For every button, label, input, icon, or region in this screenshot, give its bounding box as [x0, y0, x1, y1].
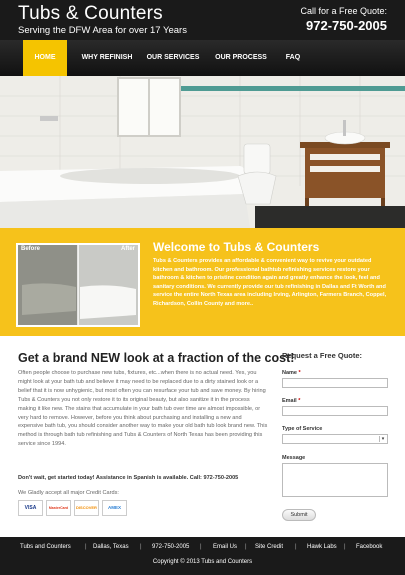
welcome-section [0, 228, 405, 336]
submit-button[interactable]: Submit [282, 509, 316, 521]
nav-home[interactable]: HOME [23, 40, 67, 76]
service-label: Type of Service [282, 426, 323, 432]
before-after-image [16, 243, 140, 327]
message-textarea[interactable] [282, 463, 388, 497]
site-header [0, 0, 405, 40]
message-label: Message [282, 455, 306, 461]
footer-separator: | [85, 544, 87, 550]
nav-why-refinish[interactable]: WHY REFINISH [81, 54, 133, 61]
site-tagline: Serving the DFW Area for over 17 Years [18, 25, 187, 36]
bathroom-illustration [0, 76, 405, 228]
footer-location: Dallas, Texas [93, 544, 129, 550]
footer-facebook[interactable]: Facebook [356, 544, 383, 550]
main-heading: Get a brand NEW look at a fraction of the cost! [18, 351, 295, 365]
before-after-illustration [18, 245, 138, 325]
discover-icon: DISCOVER [74, 500, 99, 516]
hero-bathroom-image [0, 76, 405, 228]
name-input[interactable] [282, 378, 388, 388]
service-select[interactable] [282, 434, 388, 444]
mastercard-icon: MasterCard [46, 500, 71, 516]
after-label: After [120, 246, 135, 252]
footer-phone[interactable]: 972-750-2005 [152, 544, 190, 550]
footer-site-credit[interactable]: Site Credit [255, 544, 284, 550]
quote-form-title: Request a Free Quote: [282, 351, 363, 360]
main-body-text: Often people choose to purchase new tubs, fixtures, etc...when there is no actual need. Yes, you might look at your bath tub and believe it may need to be replaced due to a dirty stained look or a belief that it is now unhygienic, but most often you can resurface your tub and save money. By hiring Tubs & Counters you not only restore it to its original beauty, but also sanitize it in the process making it like new. The stains that accumulate in your bath tub over time are almost impossible, or very hard to remove. However, before you think about purchasing and installing a new and expensive bath tub, you should consider another way to make your old bath tub look brand new. This method is through bath tub refinishing and Tubs & Counters of North Texas has been providing this service since 1994. [18, 370, 268, 448]
before-label: Before [21, 246, 41, 252]
chevron-down-icon: ▾ [379, 436, 386, 442]
footer-separator: | [200, 544, 202, 550]
main-nav [0, 40, 405, 76]
email-input[interactable] [282, 406, 388, 416]
footer-email-link[interactable]: Email Us [213, 544, 238, 550]
credit-cards-label: We Gladly accept all major Credit Cards: [18, 490, 119, 496]
welcome-title: Welcome to Tubs & Counters [153, 240, 320, 254]
footer-hawk-labs[interactable]: Hawk Labs [307, 544, 337, 550]
amex-icon: AMEX [102, 500, 127, 516]
call-label: Call for a Free Quote: [300, 6, 387, 16]
name-label: Name * [282, 370, 301, 376]
site-logo-title[interactable]: Tubs & Counters [18, 3, 163, 24]
footer-link-home[interactable]: Tubs and Counters [20, 544, 71, 550]
nav-our-process[interactable]: OUR PROCESS [215, 54, 267, 61]
call-to-action: Don't wait, get started today! Assistance in Spanish is available. Call: 972-750-2005 [18, 475, 239, 481]
welcome-text: Tubs & Counters provides an affordable & convenient way to revive your outdated kitchen and bathroom. Our professional bathtub refinishing services restore your bathroom & kitchen to pristine condition again and greatly enhance the look, feel and sanitary conditions. We currently provide our tub refinishing in Dallas and Ft Worth and service the entire North Texas area including Irving, Arlington, Farmers Branch, Coppel, Richardson, Collin County and more.. [153, 258, 387, 307]
nav-faq[interactable]: FAQ [285, 54, 301, 61]
nav-our-services[interactable]: OUR SERVICES [146, 54, 200, 61]
header-phone[interactable]: 972-750-2005 [306, 18, 387, 33]
footer-separator: | [344, 544, 346, 550]
footer-separator: | [245, 544, 247, 550]
footer-separator: | [140, 544, 142, 550]
email-label: Email * [282, 398, 301, 404]
footer-separator: | [295, 544, 297, 550]
site-footer [0, 537, 405, 575]
copyright: Copyright © 2013 Tubs and Counters [152, 559, 253, 565]
visa-icon: VISA [18, 500, 43, 516]
